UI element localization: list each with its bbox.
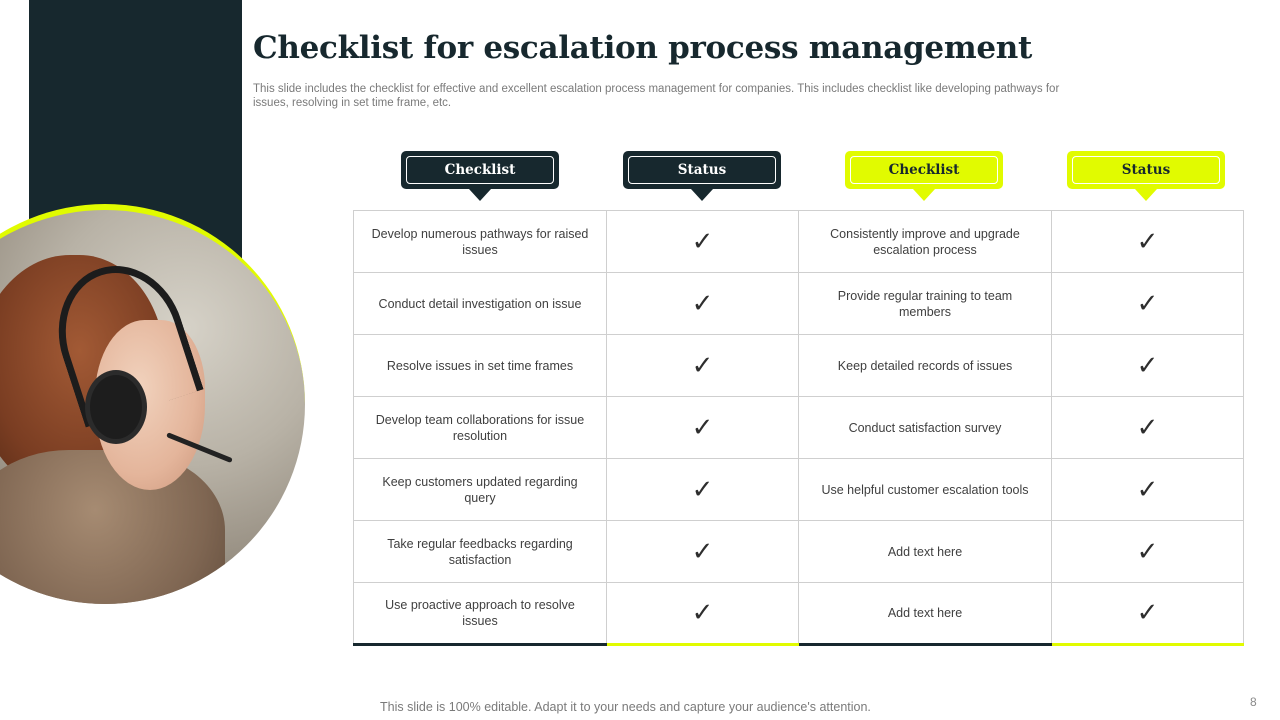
check-icon: ✓ [1052, 273, 1244, 335]
checklist-item: Add text here [799, 521, 1052, 583]
headset-icon [85, 370, 147, 444]
checklist-item: Conduct detail investigation on issue [354, 273, 607, 335]
checklist-item: Add text here [799, 583, 1052, 645]
header-label: Status [628, 156, 776, 184]
page-title: Checklist for escalation process management [253, 30, 1033, 66]
check-icon: ✓ [607, 335, 799, 397]
photo-jacket [0, 450, 225, 604]
header-label: Checklist [406, 156, 554, 184]
checklist-item: Keep detailed records of issues [799, 335, 1052, 397]
check-icon: ✓ [607, 521, 799, 583]
agent-photo [0, 204, 305, 604]
checklist-item: Resolve issues in set time frames [354, 335, 607, 397]
page-subtitle: This slide includes the checklist for effective and excellent escalation process management for companies. This includes checklist like developing pathways for issues, resolving in set time frame, etc. [253, 83, 1060, 109]
table-row [354, 211, 1244, 273]
table-row [354, 335, 1244, 397]
table-row [354, 273, 1244, 335]
table-row [354, 397, 1244, 459]
checklist-item: Keep customers updated regarding query [354, 459, 607, 521]
check-icon: ✓ [1052, 335, 1244, 397]
checklist-item: Develop numerous pathways for raised issues [354, 211, 607, 273]
header-checklist-2 [845, 151, 1003, 189]
checklist-item: Provide regular training to team members [799, 273, 1052, 335]
check-icon: ✓ [1052, 521, 1244, 583]
header-pointer-icon [469, 189, 491, 201]
check-icon: ✓ [1052, 459, 1244, 521]
header-label: Status [1072, 156, 1220, 184]
check-icon: ✓ [607, 211, 799, 273]
check-icon: ✓ [607, 273, 799, 335]
check-icon: ✓ [607, 397, 799, 459]
header-label: Checklist [850, 156, 998, 184]
checklist-item: Use helpful customer escalation tools [799, 459, 1052, 521]
table-row [354, 459, 1244, 521]
checklist-item: Use proactive approach to resolve issues [354, 583, 607, 645]
checklist-item: Consistently improve and upgrade escalation process [799, 211, 1052, 273]
checklist-item: Develop team collaborations for issue resolution [354, 397, 607, 459]
checklist-item: Conduct satisfaction survey [799, 397, 1052, 459]
header-pointer-icon [1135, 189, 1157, 201]
table-row [354, 583, 1244, 645]
header-checklist-1 [401, 151, 559, 189]
table-row [354, 521, 1244, 583]
footer-note: This slide is 100% editable. Adapt it to your needs and capture your audience's attention. [380, 700, 871, 714]
checklist-table [353, 210, 1244, 646]
check-icon: ✓ [1052, 211, 1244, 273]
header-status-1 [623, 151, 781, 189]
check-icon: ✓ [1052, 397, 1244, 459]
header-pointer-icon [691, 189, 713, 201]
check-icon: ✓ [607, 583, 799, 645]
checklist-item: Take regular feedbacks regarding satisfaction [354, 521, 607, 583]
page-number: 8 [1250, 695, 1257, 709]
check-icon: ✓ [1052, 583, 1244, 645]
header-status-2 [1067, 151, 1225, 189]
check-icon: ✓ [607, 459, 799, 521]
header-pointer-icon [913, 189, 935, 201]
